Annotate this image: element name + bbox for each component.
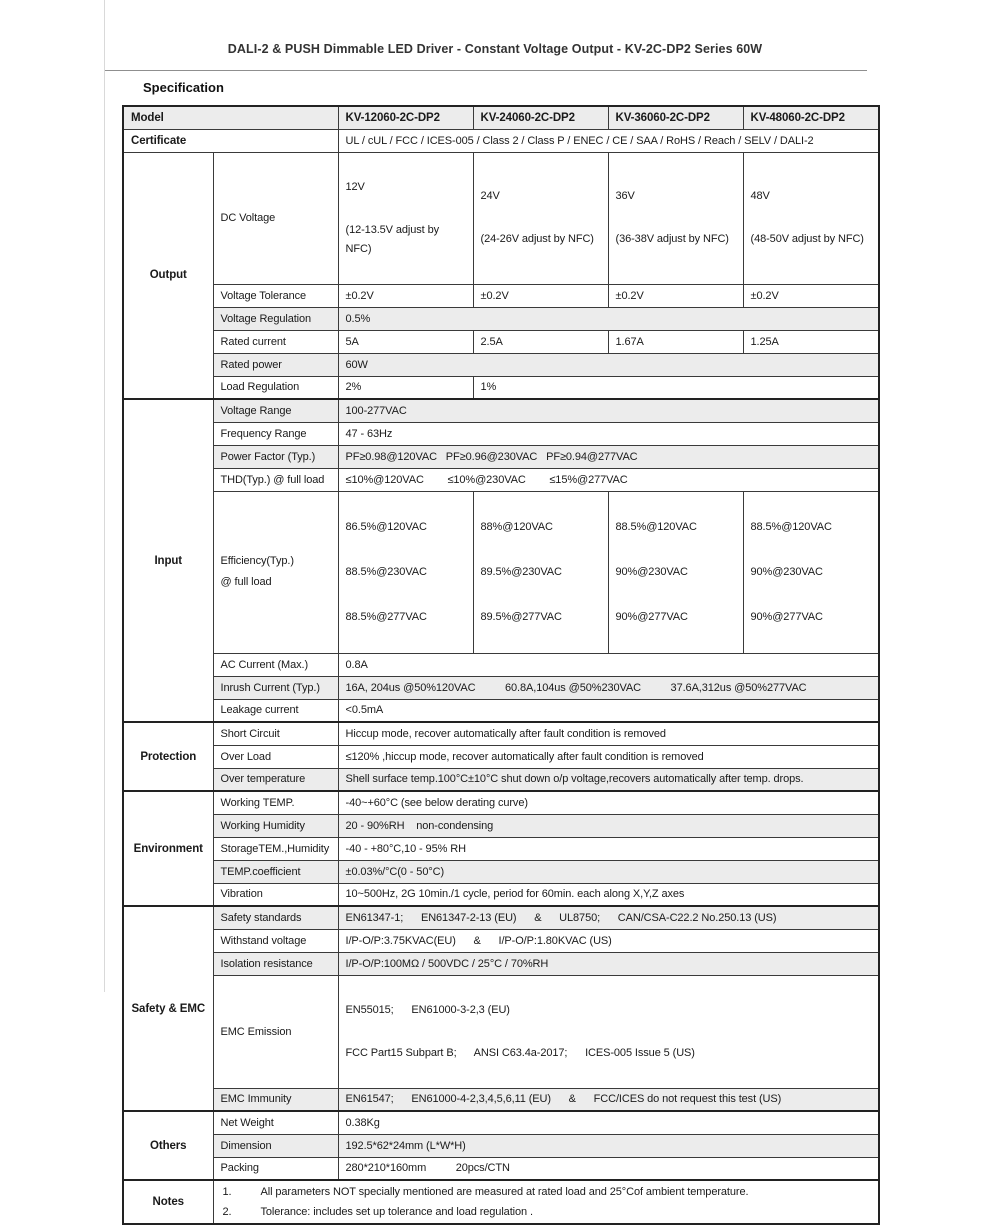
net-weight-value: 0.38Kg [338,1111,879,1134]
certificate-value: UL / cUL / FCC / ICES-005 / Class 2 / Class P / ENEC / CE / SAA / RoHS / Reach / SELV / DALI-2 [338,129,879,152]
row-storage [123,837,879,860]
row-emc-immunity [123,1088,879,1111]
dc-voltage-label: DC Voltage [213,152,338,284]
model-value-3: KV-36060-2C-DP2 [608,106,743,129]
efficiency-2a: 88%@120VAC [480,520,553,533]
short-circuit-value: Hiccup mode, recover automatically after fault condition is removed [338,722,879,745]
packing-label: Packing [213,1157,338,1180]
efficiency-col-2 [473,491,608,653]
model-label: Model [123,106,338,129]
dc-voltage-value-2 [473,152,608,284]
over-temperature-value: Shell surface temp.100°C±10°C shut down o/p voltage,recovers automatically after temp. drops. [338,768,879,791]
note-item-1 [221,1182,872,1202]
category-environment: Environment [123,791,213,906]
row-over-load [123,745,879,768]
voltage-regulation-value: 0.5% [338,307,879,330]
dc-voltage-note-4: (48-50V adjust by NFC) [750,233,864,245]
row-power-factor [123,445,879,468]
row-dimension [123,1134,879,1157]
dc-voltage-note-2: (24-26V adjust by NFC) [480,233,594,245]
load-regulation-rest: 1% [473,376,879,399]
note-1-text: All parameters NOT specially mentioned are measured at rated load and 25°Cof ambient temperature. [260,1186,749,1198]
dc-voltage-2: 24V [480,190,500,202]
row-net-weight [123,1111,879,1134]
efficiency-2c: 89.5%@277VAC [480,610,562,623]
note-1-number: 1. [222,1186,232,1198]
dc-voltage-note-3: (36-38V adjust by NFC) [615,233,729,245]
category-protection: Protection [123,722,213,791]
efficiency-1b: 88.5%@230VAC [345,565,427,578]
model-value-1: KV-12060-2C-DP2 [338,106,473,129]
rated-power-value: 60W [338,353,879,376]
efficiency-2b: 89.5%@230VAC [480,565,562,578]
short-circuit-label: Short Circuit [213,722,338,745]
over-temperature-label: Over temperature [213,768,338,791]
inrush-current-value: 16A, 204us @50%120VAC 60.8A,104us @50%230VAC 37.6A,312us @50%277VAC [338,676,879,699]
isolation-resistance-value: I/P-O/P:100MΩ / 500VDC / 25°C / 70%RH [338,952,879,975]
emc-immunity-value: EN61547; EN61000-4-2,3,4,5,6,11 (EU) & FCC/ICES do not request this test (US) [338,1088,879,1111]
dimension-value: 192.5*62*24mm (L*W*H) [338,1134,879,1157]
power-factor-label: Power Factor (Typ.) [213,445,338,468]
dc-voltage-note-1: (12-13.5V adjust by NFC) [345,223,442,255]
vibration-value: 10~500Hz, 2G 10min./1 cycle, period for 60min. each along X,Y,Z axes [338,883,879,906]
dc-voltage-value-1 [338,152,473,284]
emc-immunity-label: EMC Immunity [213,1088,338,1111]
category-notes: Notes [123,1180,213,1224]
note-item-2 [221,1202,872,1222]
specification-table [122,105,880,1225]
working-temp-value: -40~+60°C (see below derating curve) [338,791,879,814]
efficiency-4a: 88.5%@120VAC [750,520,832,533]
model-value-4: KV-48060-2C-DP2 [743,106,879,129]
power-factor-value: PF≥0.98@120VAC PF≥0.96@230VAC PF≥0.94@277VAC [338,445,879,468]
voltage-range-label: Voltage Range [213,399,338,422]
thd-value: ≤10%@120VAC ≤10%@230VAC ≤15%@277VAC [338,468,879,491]
rated-current-4: 1.25A [743,330,879,353]
voltage-tolerance-1: ±0.2V [338,284,473,307]
efficiency-col-3 [608,491,743,653]
temp-coefficient-label: TEMP.coefficient [213,860,338,883]
row-voltage-regulation [123,307,879,330]
row-certificate [123,129,879,152]
ac-current-value: 0.8A [338,653,879,676]
row-over-temperature [123,768,879,791]
leakage-current-label: Leakage current [213,699,338,722]
dc-voltage-1: 12V [345,180,365,193]
row-working-temp [123,791,879,814]
page-left-rule [104,0,105,992]
voltage-tolerance-3: ±0.2V [608,284,743,307]
inrush-current-label: Inrush Current (Typ.) [213,676,338,699]
note-2-text: Tolerance: includes set up tolerance and load regulation . [260,1206,533,1218]
load-regulation-label: Load Regulation [213,376,338,399]
isolation-resistance-label: Isolation resistance [213,952,338,975]
row-notes [123,1180,879,1224]
efficiency-4b: 90%@230VAC [750,565,823,578]
row-short-circuit [123,722,879,745]
efficiency-col-1 [338,491,473,653]
row-load-regulation [123,376,879,399]
category-others: Others [123,1111,213,1180]
row-voltage-tolerance [123,284,879,307]
working-humidity-label: Working Humidity [213,814,338,837]
rated-current-label: Rated current [213,330,338,353]
efficiency-label [213,491,338,653]
row-dc-voltage [123,152,879,284]
efficiency-3b: 90%@230VAC [615,565,688,578]
efficiency-3a: 88.5%@120VAC [615,520,697,533]
efficiency-col-4 [743,491,879,653]
row-rated-power [123,353,879,376]
row-thd [123,468,879,491]
row-working-humidity [123,814,879,837]
thd-label: THD(Typ.) @ full load [213,468,338,491]
note-2-number: 2. [222,1206,232,1218]
dc-voltage-value-4 [743,152,879,284]
withstand-voltage-value: I/P-O/P:3.75KVAC(EU) & I/P-O/P:1.80KVAC (US) [338,929,879,952]
withstand-voltage-label: Withstand voltage [213,929,338,952]
row-rated-current [123,330,879,353]
row-leakage-current [123,699,879,722]
rated-power-label: Rated power [213,353,338,376]
rated-current-1: 5A [338,330,473,353]
dc-voltage-4: 48V [750,190,770,202]
row-withstand-voltage [123,929,879,952]
efficiency-label-line2: @ full load [220,576,272,588]
over-load-value: ≤120% ,hiccup mode, recover automatically after fault condition is removed [338,745,879,768]
ac-current-label: AC Current (Max.) [213,653,338,676]
emc-emission-label: EMC Emission [213,975,338,1088]
rated-current-3: 1.67A [608,330,743,353]
section-heading: Specification [143,80,224,95]
dc-voltage-value-3 [608,152,743,284]
voltage-regulation-label: Voltage Regulation [213,307,338,330]
storage-value: -40 - +80°C,10 - 95% RH [338,837,879,860]
frequency-range-label: Frequency Range [213,422,338,445]
storage-label: StorageTEM.,Humidity [213,837,338,860]
efficiency-label-line1: Efficiency(Typ.) [220,555,294,567]
row-frequency-range [123,422,879,445]
category-input: Input [123,399,213,722]
row-efficiency [123,491,879,653]
title-divider [105,70,867,71]
row-inrush-current [123,676,879,699]
row-temp-coefficient [123,860,879,883]
efficiency-1a: 86.5%@120VAC [345,520,427,533]
dc-voltage-3: 36V [615,190,635,202]
load-regulation-first: 2% [338,376,473,399]
leakage-current-value: <0.5mA [338,699,879,722]
efficiency-3c: 90%@277VAC [615,610,688,623]
model-value-2: KV-24060-2C-DP2 [473,106,608,129]
frequency-range-value: 47 - 63Hz [338,422,879,445]
over-load-label: Over Load [213,745,338,768]
voltage-range-value: 100-277VAC [338,399,879,422]
row-vibration [123,883,879,906]
category-safety-emc: Safety & EMC [123,906,213,1111]
row-isolation-resistance [123,952,879,975]
emc-emission-line2: FCC Part15 Subpart B; ANSI C63.4a-2017; ICES-005 Issue 5 (US) [345,1046,695,1059]
efficiency-4c: 90%@277VAC [750,610,823,623]
row-safety-standards [123,906,879,929]
safety-standards-label: Safety standards [213,906,338,929]
temp-coefficient-value: ±0.03%/°C(0 - 50°C) [338,860,879,883]
document-title: DALI-2 & PUSH Dimmable LED Driver - Constant Voltage Output - KV-2C-DP2 Series 60W [227,42,763,56]
safety-standards-value: EN61347-1; EN61347-2-13 (EU) & UL8750; CAN/CSA-C22.2 No.250.13 (US) [338,906,879,929]
row-model [123,106,879,129]
efficiency-1c: 88.5%@277VAC [345,610,427,623]
row-voltage-range [123,399,879,422]
row-packing [123,1157,879,1180]
voltage-tolerance-2: ±0.2V [473,284,608,307]
emc-emission-line1: EN55015; EN61000-3-2,3 (EU) [345,1003,510,1016]
working-temp-label: Working TEMP. [213,791,338,814]
working-humidity-value: 20 - 90%RH non-condensing [338,814,879,837]
notes-value [213,1180,879,1224]
net-weight-label: Net Weight [213,1111,338,1134]
voltage-tolerance-4: ±0.2V [743,284,879,307]
vibration-label: Vibration [213,883,338,906]
rated-current-2: 2.5A [473,330,608,353]
row-ac-current [123,653,879,676]
packing-value: 280*210*160mm 20pcs/CTN [338,1157,879,1180]
voltage-tolerance-label: Voltage Tolerance [213,284,338,307]
category-output: Output [123,152,213,399]
dimension-label: Dimension [213,1134,338,1157]
certificate-label: Certificate [123,129,338,152]
